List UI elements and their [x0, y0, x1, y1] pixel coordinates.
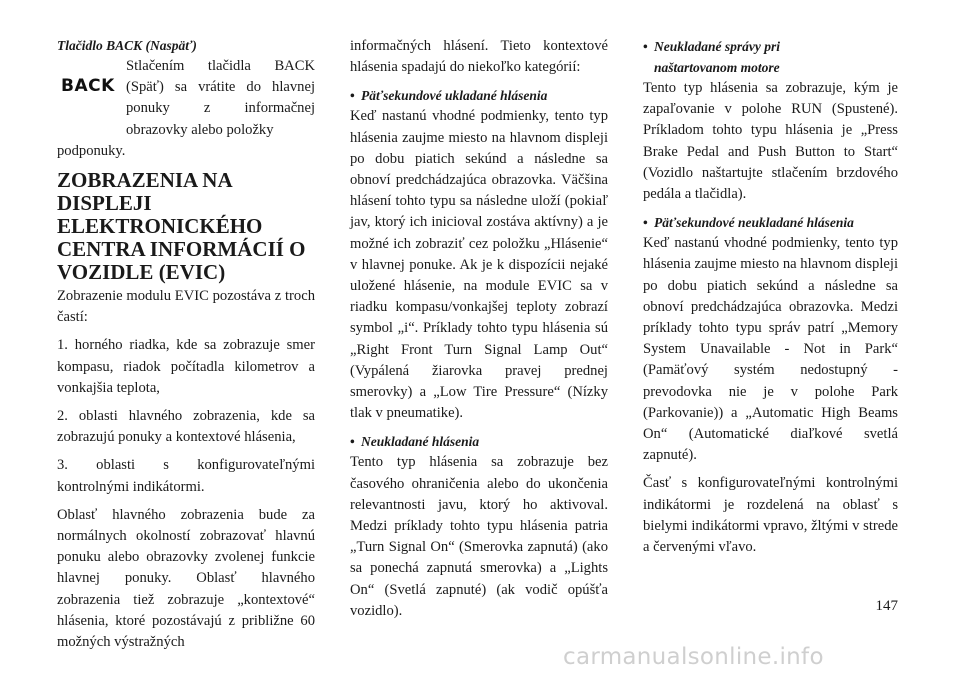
bullet-icon: • — [350, 88, 355, 104]
list-item-2: 2. oblasti hlavného zobrazenia, kde sa zobrazujú ponuky a kontextové hlásenia, — [57, 408, 315, 446]
paragraph: Časť s konfigurovateľnými kontrolnými indikátormi je rozdelená na oblasť s bielymi indikátormi vpravo, žltými v strede a červenými vľavo. — [643, 475, 898, 556]
back-button-icon: BACK — [61, 76, 115, 96]
paragraph: informačných hlásení. Tieto kontextové hlásenia spadajú do niekoľko kategórií: — [350, 38, 608, 76]
paragraph: Tento typ hlásenia sa zobrazuje bez časového ohraničenia alebo do ukončenia relevantnosti javu, ktorý ho aktivoval. Medzi príklady tohto typu hlásenia patria „Turn Signal On“ (Smerovka zapnutá) (ako sa ponechá zapnutá smerovka) a „Lights On“ (Svetlá zapnuté) (ak vodič opúšťa vozidlo). — [350, 454, 608, 619]
bullet-heading — [350, 85, 608, 106]
list-item-3: 3. oblasti s konfigurovateľnými kontrolnými indikátormi. — [57, 457, 315, 495]
section-title: ZOBRAZENIA NA DISPLEJI ELEKTRONICKÉHO CENTRA INFORMÁCIÍ O VOZIDLE (EVIC) — [57, 168, 306, 285]
bullet-heading — [643, 36, 898, 78]
bullet-heading — [643, 212, 898, 233]
bullet-heading — [350, 431, 608, 452]
back-button-text: Stlačením tlačidla BACK (Späť) sa vrátite do hlavnej ponuky z informačnej obrazovky alebo položky — [126, 58, 315, 138]
paragraph: Keď nastanú vhodné podmienky, tento typ hlásenia zaujme miesto na hlavnom displeji po dobu piatich sekúnd a následne sa obnoví predchádzajúca obrazovka. Väčšina hlásení tohto typu sa následne uloží (pokiaľ jav, ktorý ich inicioval zostáva aktívny) a je možné ich zobraziť cez položku „Hlásenie“ v hlavnej ponuke. Ak je k dispozícii nejaké uložené hlásenie, na module EVIC sa v riadku kompasu/vonkajšej teploty zobrazí symbol „i“. Príklady tohto typu hlásenia sú „Right Front Turn Signal Lamp Out“ (Vypálená žiarovka pravej prednej smerovky) a „Low Tire Pressure“ (Nízky tlak v pneumatike). — [350, 108, 608, 422]
back-button-text-end: podponuky. — [57, 142, 126, 159]
bullet-title: Päťsekundové ukladané hlásenia — [361, 88, 548, 104]
paragraph: Oblasť hlavného zobrazenia bude za normálnych okolností zobrazovať hlavnú ponuku alebo obrazovky zvolenej funkcie hlavnej ponuky. Oblasť hlavného zobrazenia tiež zobrazuje „kontextové“ hlásenia, ktoré pozostávajú z približne 60 možných výstražných — [57, 506, 315, 651]
left-column — [57, 36, 315, 660]
right-column — [643, 36, 898, 565]
bullet-title: Neukladané správy pri — [654, 39, 780, 54]
list-item-1: 1. horného riadka, kde sa zobrazuje smer kompasu, riadok počítadla kilometrov a vonkajšia teplota, — [57, 337, 315, 396]
bullet-title: Neukladané hlásenia — [361, 434, 480, 450]
bullet-icon: • — [643, 39, 648, 54]
paragraph: Keď nastanú vhodné podmienky, tento typ hlásenia zaujme miesto na hlavnom displeji po dobu piatich sekúnd a následne sa obnoví predchádzajúca obrazovka. Medzi príklady tohto typu správ patrí „Memory System Unavailable - Not in Park“ (Pamäťový systém nedostupný - prevodovka nie je v polohe Park (Parkovanie)) a „Automatic High Beams On“ (Automatické diaľkové svetlá zapnuté). — [643, 235, 898, 464]
watermark: carmanualsonline.info — [563, 644, 824, 670]
paragraph: Tento typ hlásenia sa zobrazuje, kým je zapaľovanie v polohe RUN (Spustené). Príkladom tohto typu hlásenia je „Press Brake Pedal and Push Button to Start“ (Vozidlo naštartujte stlačením brzdového pedála a tlačidla). — [643, 80, 898, 203]
middle-column — [350, 36, 608, 629]
bullet-title-continuation: naštartovanom motore — [654, 60, 780, 75]
page-number: 147 — [875, 598, 898, 614]
bullet-icon: • — [350, 434, 355, 450]
bullet-title: Päťsekundové neukladané hlásenia — [654, 215, 854, 231]
bullet-icon: • — [643, 215, 648, 231]
paragraph: Zobrazenie modulu EVIC pozostáva z troch častí: — [57, 288, 315, 326]
back-button-description — [57, 56, 315, 141]
back-button-heading: Tlačidlo BACK (Naspäť) — [57, 38, 197, 53]
